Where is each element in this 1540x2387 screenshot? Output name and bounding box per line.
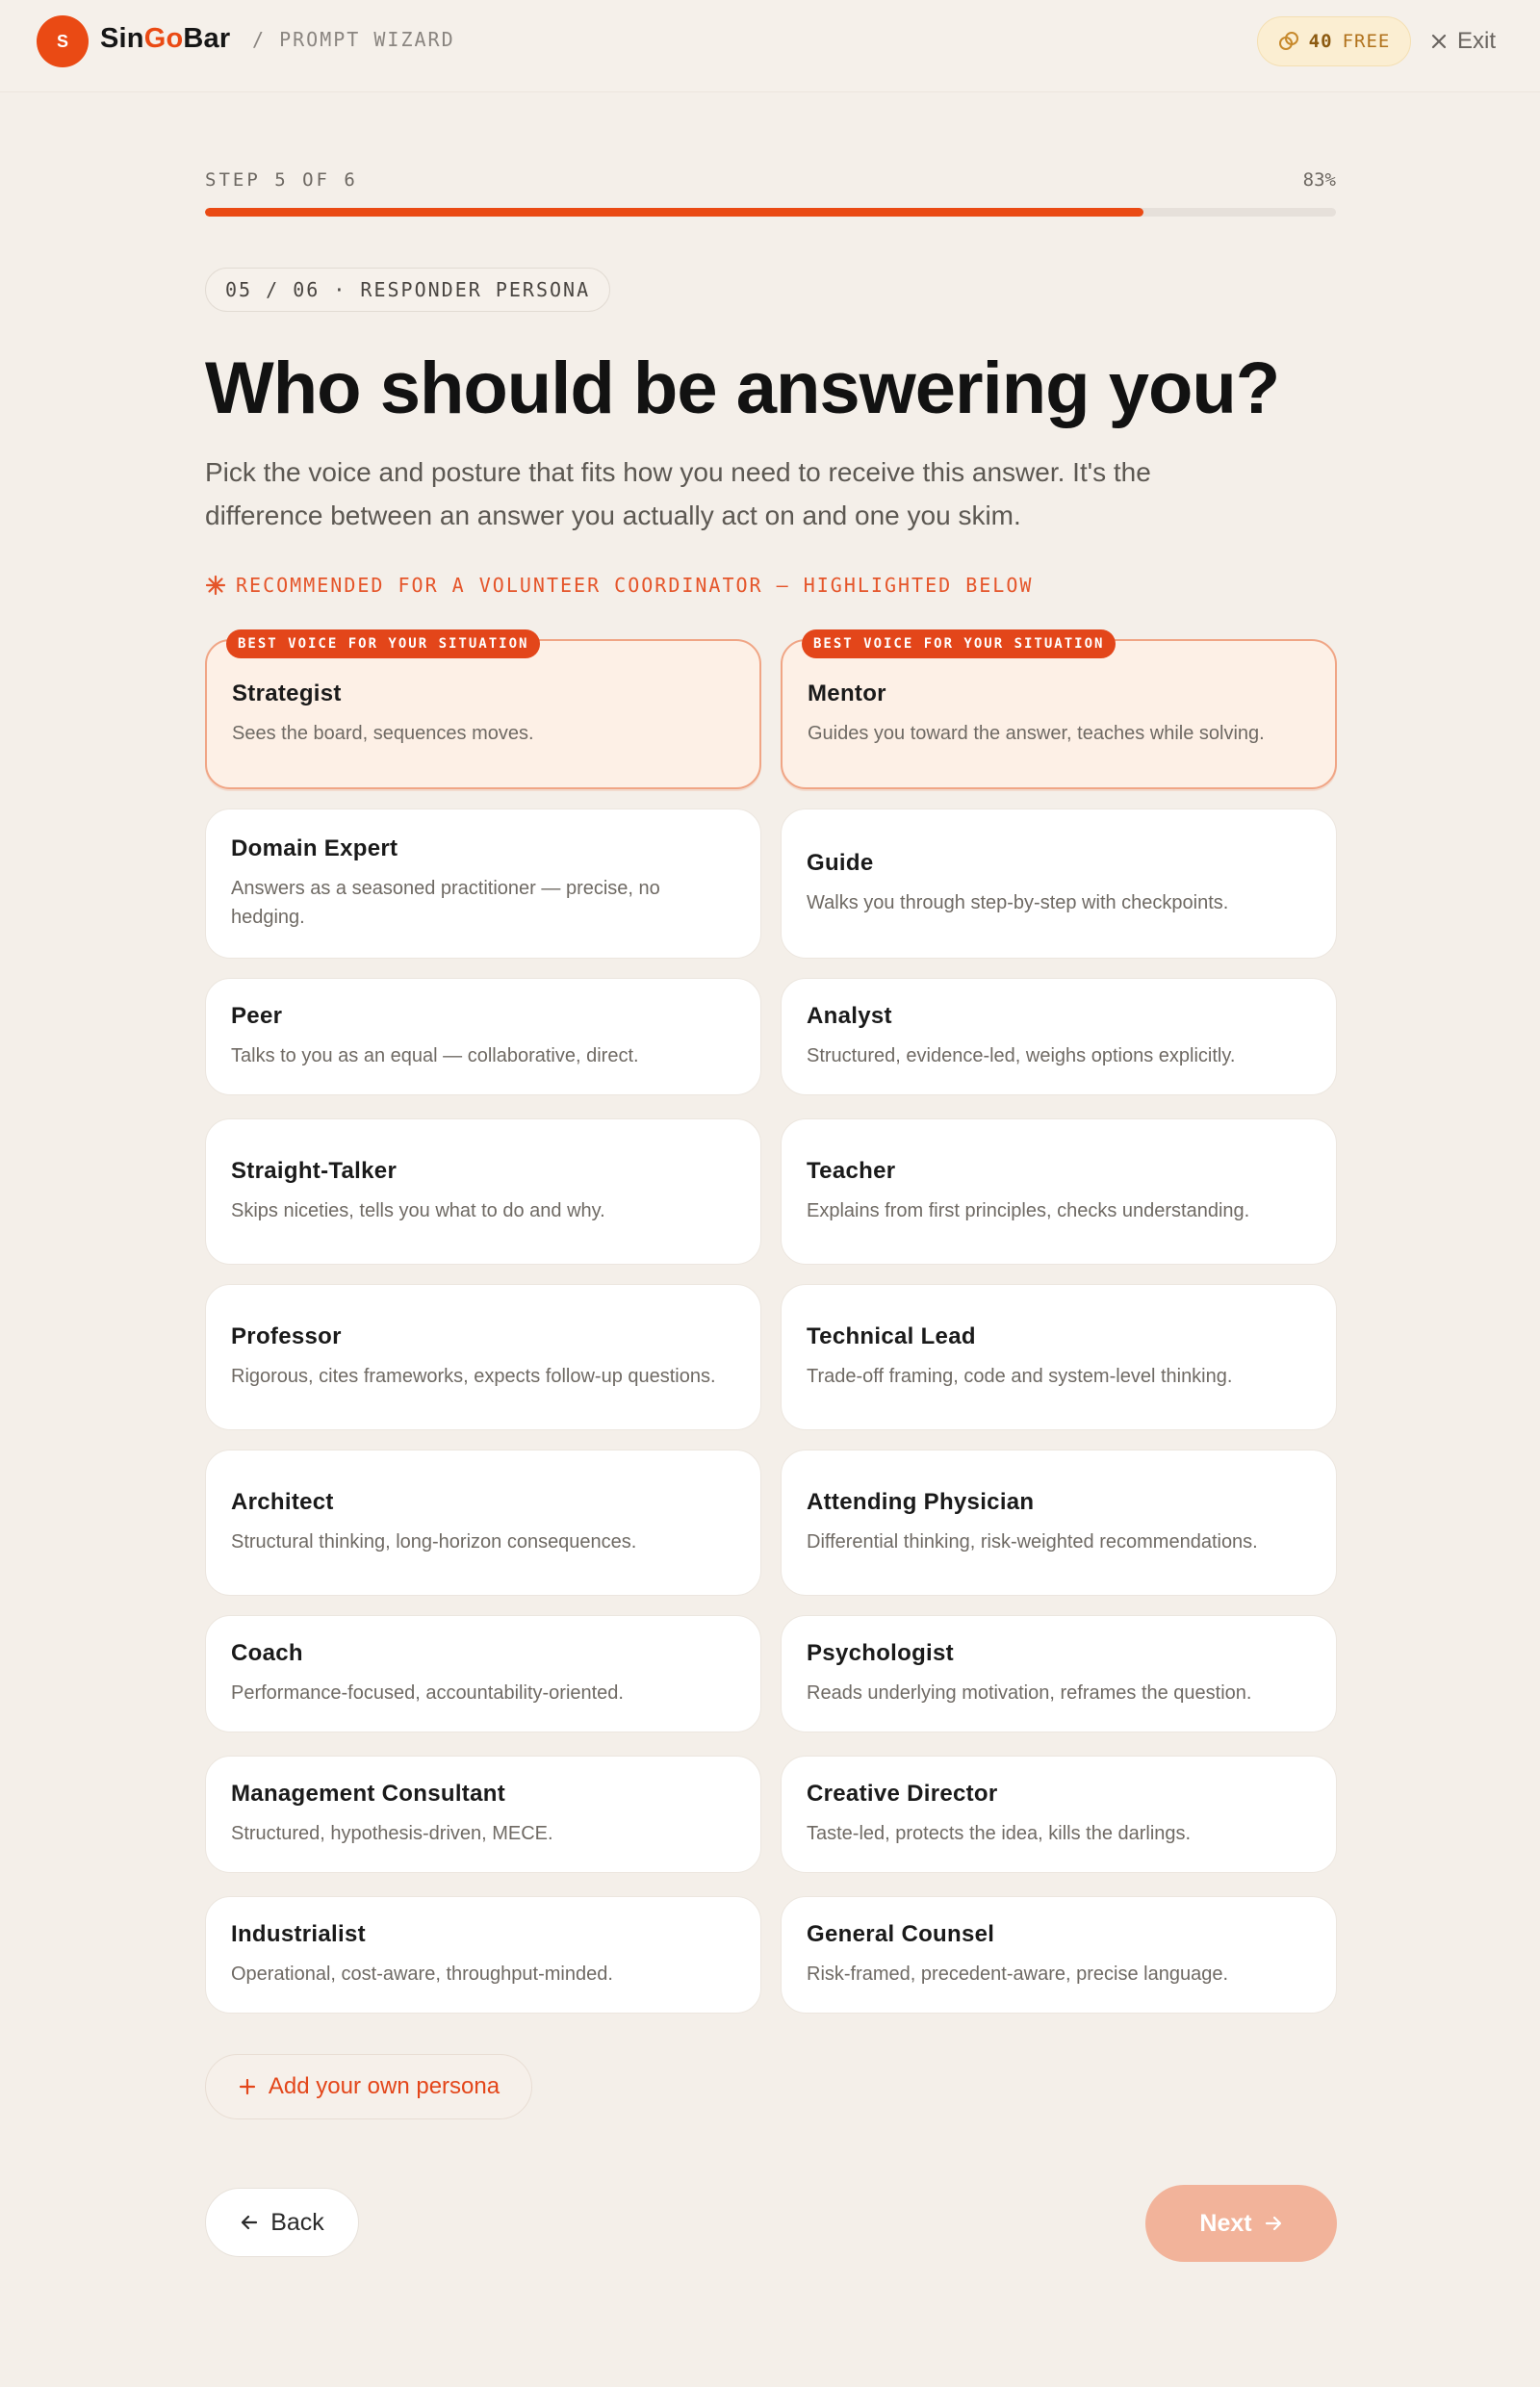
best-voice-badge: BEST VOICE FOR YOUR SITUATION	[802, 629, 1116, 658]
recommendation-text: RECOMMENDED FOR A VOLUNTEER COORDINATOR — HIGHLIGHTED BELOW	[236, 574, 1034, 597]
next-button[interactable]	[1145, 2185, 1337, 2262]
persona-description: Operational, cost-aware, throughput-minded.	[231, 1964, 613, 1985]
persona-description: Performance-focused, accountability-oriented.	[231, 1682, 624, 1704]
persona-card[interactable]	[781, 1756, 1337, 1873]
persona-name: Straight-Talker	[231, 1158, 398, 1184]
back-button[interactable]	[205, 2188, 359, 2257]
persona-card[interactable]	[781, 1118, 1337, 1265]
persona-name: General Counsel	[807, 1921, 995, 1947]
credits-count: 40	[1308, 31, 1333, 52]
add-persona-label: Add your own persona	[268, 2073, 500, 2099]
logo-letter: S	[56, 31, 68, 51]
persona-card[interactable]	[205, 1118, 761, 1265]
persona-description: Structured, evidence-led, weighs options explicitly.	[807, 1045, 1236, 1066]
brand-part: Bar	[183, 23, 231, 54]
persona-grid	[205, 636, 1337, 2014]
progress-percent: 83%	[1302, 169, 1336, 191]
top-bar	[0, 0, 1540, 92]
persona-name: Teacher	[807, 1158, 896, 1184]
sparkle-icon	[205, 575, 226, 596]
persona-card[interactable]	[205, 1615, 761, 1732]
brand-part: Sin	[100, 23, 144, 54]
brand-name	[100, 23, 230, 55]
persona-description: Talks to you as an equal — collaborative, direct.	[231, 1045, 639, 1066]
persona-card[interactable]	[781, 1450, 1337, 1596]
persona-name: Creative Director	[807, 1781, 998, 1807]
breadcrumb: / PROMPT WIZARD	[252, 28, 455, 51]
persona-description: Structural thinking, long-horizon consequences.	[231, 1531, 637, 1553]
credits-label: FREE	[1342, 31, 1391, 52]
exit-button[interactable]	[1430, 25, 1496, 58]
persona-name: Industrialist	[231, 1921, 366, 1947]
persona-name: Guide	[807, 850, 874, 876]
plus-icon	[238, 2077, 257, 2096]
persona-name: Management Consultant	[231, 1781, 505, 1807]
persona-card[interactable]	[781, 1284, 1337, 1430]
persona-name: Strategist	[232, 680, 342, 706]
arrow-left-icon	[240, 2213, 259, 2232]
persona-card[interactable]	[205, 1756, 761, 1873]
persona-card[interactable]	[781, 636, 1337, 789]
back-label: Back	[270, 2208, 324, 2236]
persona-name: Analyst	[807, 1003, 892, 1029]
persona-name: Architect	[231, 1489, 334, 1515]
persona-name: Peer	[231, 1003, 283, 1029]
persona-name: Coach	[231, 1640, 303, 1666]
credits-badge[interactable]	[1257, 16, 1411, 66]
logo[interactable]	[37, 15, 89, 67]
persona-card[interactable]	[205, 1450, 761, 1596]
persona-description: Taste-led, protects the idea, kills the darlings.	[807, 1823, 1192, 1844]
persona-description: Explains from first principles, checks understanding.	[807, 1200, 1250, 1221]
persona-card[interactable]	[205, 636, 761, 789]
persona-name: Domain Expert	[231, 835, 398, 861]
progress-bar	[205, 208, 1336, 217]
persona-description: Differential thinking, risk-weighted recommendations.	[807, 1531, 1258, 1553]
arrow-right-icon	[1264, 2214, 1283, 2233]
recommendation-note	[205, 574, 1033, 597]
section-pill: 05 / 06 · RESPONDER PERSONA	[205, 268, 610, 312]
persona-card[interactable]	[205, 808, 761, 959]
persona-card[interactable]	[205, 1284, 761, 1430]
step-label: STEP 5 OF 6	[205, 169, 358, 191]
persona-name: Attending Physician	[807, 1489, 1035, 1515]
next-label: Next	[1199, 2209, 1252, 2237]
close-icon	[1430, 33, 1448, 50]
persona-card[interactable]	[781, 808, 1337, 959]
persona-name: Mentor	[808, 680, 886, 706]
progress-fill	[205, 208, 1143, 217]
persona-description: Rigorous, cites frameworks, expects follow-up questions.	[231, 1366, 716, 1387]
persona-card[interactable]	[205, 978, 761, 1095]
persona-card[interactable]	[205, 1896, 761, 2014]
persona-card[interactable]	[781, 978, 1337, 1095]
persona-description: Skips niceties, tells you what to do and why.	[231, 1200, 605, 1221]
persona-description: Sees the board, sequences moves.	[232, 723, 534, 744]
persona-description: Trade-off framing, code and system-level thinking.	[807, 1366, 1233, 1387]
coins-icon	[1278, 31, 1299, 52]
persona-description: Risk-framed, precedent-aware, precise language.	[807, 1964, 1228, 1985]
persona-description: Answers as a seasoned practitioner — precise, no hedging.	[231, 878, 660, 928]
persona-description: Walks you through step-by-step with checkpoints.	[807, 892, 1229, 913]
persona-description: Structured, hypothesis-driven, MECE.	[231, 1823, 553, 1844]
persona-name: Psychologist	[807, 1640, 954, 1666]
exit-label: Exit	[1457, 28, 1497, 54]
persona-description: Guides you toward the answer, teaches while solving.	[808, 723, 1265, 744]
persona-name: Technical Lead	[807, 1323, 976, 1349]
add-persona-button[interactable]	[205, 2054, 532, 2119]
persona-name: Professor	[231, 1323, 342, 1349]
best-voice-badge: BEST VOICE FOR YOUR SITUATION	[226, 629, 540, 658]
persona-card[interactable]	[781, 1896, 1337, 2014]
persona-description: Reads underlying motivation, reframes the question.	[807, 1682, 1252, 1704]
page-title: Who should be answering you?	[205, 347, 1280, 429]
persona-card[interactable]	[781, 1615, 1337, 1732]
brand-accent: Go	[143, 23, 184, 54]
page-subtitle: Pick the voice and posture that fits how you need to receive this answer. It's the difference between an answer you actually act on and one you skim.	[205, 457, 1151, 530]
